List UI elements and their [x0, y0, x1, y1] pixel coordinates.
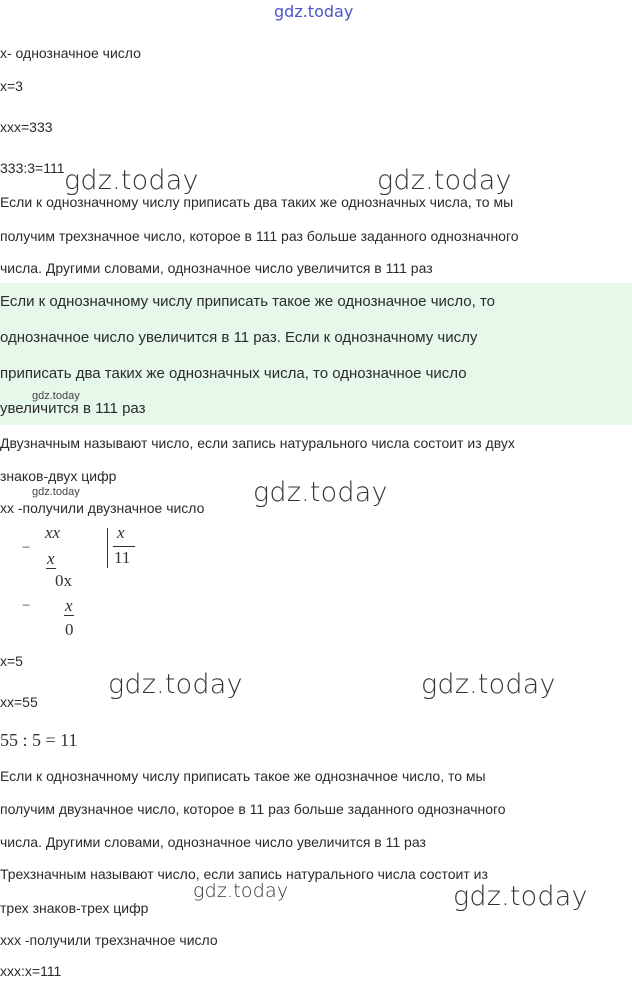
division-minus-2: −: [22, 598, 31, 614]
division-divisor: x: [117, 523, 125, 542]
division-quotient: 11: [114, 548, 131, 567]
watermark: gdz.today: [377, 165, 512, 196]
paragraph-2-line-1: Двузначным называют число, если запись натурального числа состоит из двух: [0, 435, 515, 451]
highlight-line-3: приписать два таких же однозначных числа, то однозначное число: [0, 365, 467, 382]
paragraph-3-line-1: Если к однозначному числу приписать такое же однозначное число, то мы: [0, 768, 486, 784]
paragraph-2-line-2: знаков-двух цифр: [0, 468, 117, 484]
watermark-small: gdz.today: [32, 486, 80, 498]
watermark: gdz.today: [64, 165, 199, 196]
equation: 55 : 5 = 11: [0, 730, 78, 750]
paragraph-1-line-3: числа. Другими словами, однозначное число увеличится в 111 раз: [0, 260, 433, 276]
division-divisor-underline: [113, 546, 135, 547]
paragraph-1-line-2: получим трехзначное число, которое в 111 раз больше заданного однозначного: [0, 228, 519, 244]
text-line-x-value: x=3: [0, 78, 23, 94]
division-dividend: xx: [45, 523, 61, 542]
paragraph-1-line-1: Если к однозначному числу приписать два таких же однозначных числа, то мы: [0, 194, 514, 210]
division-bar: [107, 528, 108, 568]
watermark: gdz.today: [453, 881, 588, 912]
text-line-x-five: x=5: [0, 653, 23, 669]
header-watermark[interactable]: gdz.today: [274, 2, 354, 21]
division-remainder-1: 0x: [55, 571, 72, 590]
division-remainder-2: 0: [65, 620, 74, 639]
highlight-line-2: однозначное число увеличится в 11 раз. Если к однозначному числу: [0, 329, 478, 346]
paragraph-4-line-4: xxx:x=111: [0, 963, 62, 979]
text-line-division-check: 333:3=111: [0, 160, 65, 176]
division-subtrahend-1: x: [47, 549, 55, 568]
paragraph-3-line-3: числа. Другими словами, однозначное число увеличится в 11 раз: [0, 834, 426, 850]
division-subtrahend-2: x: [65, 596, 73, 615]
watermark: gdz.today: [253, 477, 388, 508]
text-line-xx-fiftyfive: xx=55: [0, 694, 38, 710]
text-line-xxx-value: xxx=333: [0, 119, 53, 135]
watermark-small: gdz.today: [32, 390, 80, 402]
paragraph-4-line-3: xxx -получили трехзначное число: [0, 932, 218, 948]
paragraph-3-line-2: получим двузначное число, которое в 11 раз больше заданного однозначного: [0, 801, 506, 817]
watermark: gdz.today: [193, 880, 289, 902]
watermark: gdz.today: [421, 669, 556, 700]
paragraph-2-line-3: xx -получили двузначное число: [0, 500, 205, 516]
highlight-line-4: увеличится в 111 раз: [0, 400, 146, 417]
paragraph-4-line-1: Трехзначным называют число, если запись натурального числа состоит из: [0, 866, 488, 882]
paragraph-4-line-2: трех знаков-трех цифр: [0, 900, 149, 916]
highlight-line-1: Если к однозначному числу приписать такое же однозначное число, то: [0, 293, 496, 310]
watermark: gdz.today: [108, 669, 243, 700]
text-line-x-definition: x- однозначное число: [0, 45, 141, 61]
division-minus-1: −: [22, 540, 31, 556]
